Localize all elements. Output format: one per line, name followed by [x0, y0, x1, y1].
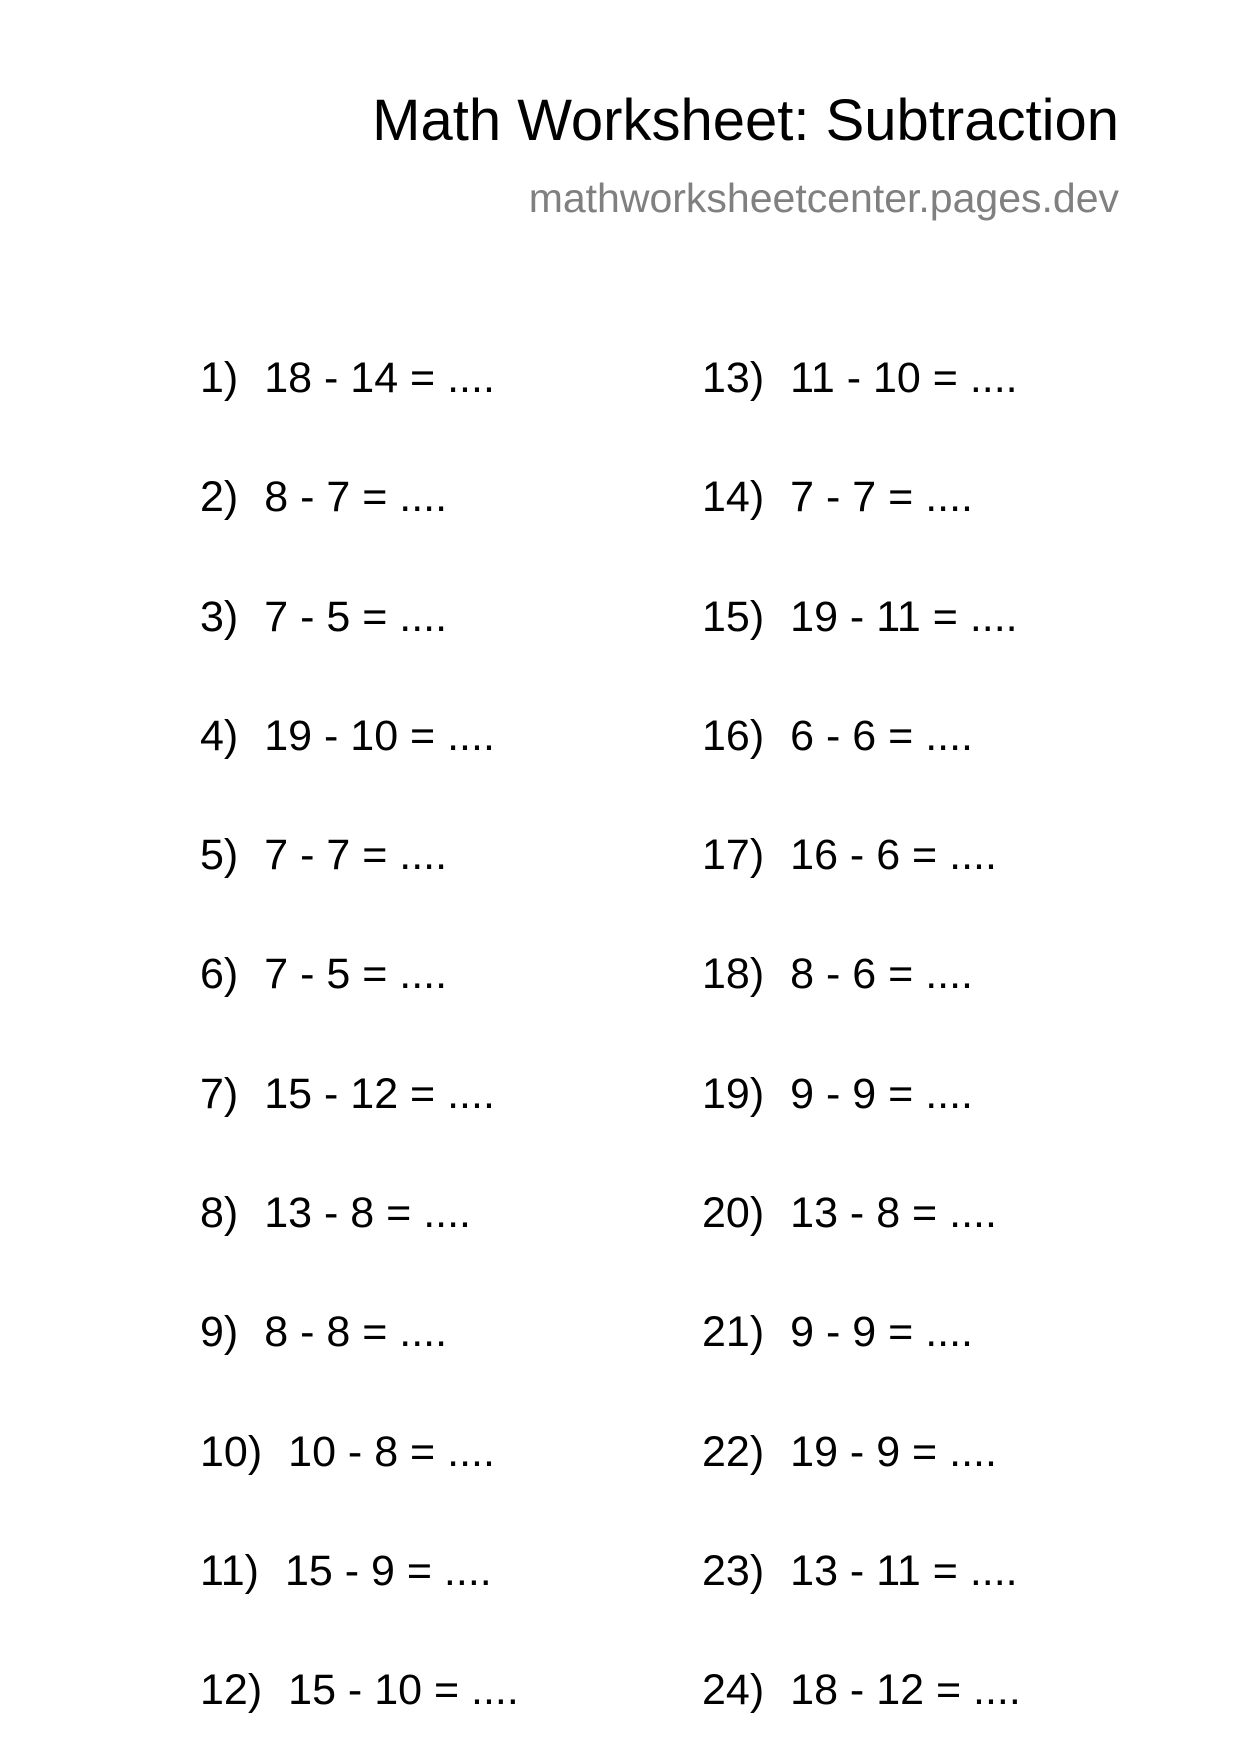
problem-expression: 15 - 12 = ....	[264, 1070, 495, 1118]
problem-number: 23)	[702, 1547, 765, 1595]
problem-expression: 13 - 8 = ....	[790, 1189, 997, 1237]
problem-item	[200, 1428, 495, 1476]
problem-number: 10)	[200, 1428, 263, 1476]
problem-number: 21)	[702, 1308, 765, 1356]
problem-expression: 18 - 14 = ....	[264, 354, 495, 402]
problem-item	[702, 1070, 973, 1118]
problem-item	[702, 1428, 997, 1476]
problem-number: 1)	[200, 354, 239, 402]
problem-item	[200, 712, 495, 760]
problem-expression: 9 - 9 = ....	[790, 1308, 973, 1356]
problem-item	[702, 354, 1018, 402]
problem-number: 3)	[200, 593, 239, 641]
page-title: Math Worksheet: Subtraction	[372, 88, 1119, 153]
problem-expression: 16 - 6 = ....	[790, 831, 997, 879]
problem-number: 5)	[200, 831, 239, 879]
problem-number: 13)	[702, 354, 765, 402]
problem-number: 2)	[200, 473, 239, 521]
problem-number: 22)	[702, 1428, 765, 1476]
problem-expression: 10 - 8 = ....	[288, 1428, 495, 1476]
problem-item	[200, 1189, 471, 1237]
problem-item	[200, 831, 448, 879]
problem-number: 24)	[702, 1666, 765, 1714]
problem-number: 9)	[200, 1308, 239, 1356]
problem-expression: 7 - 7 = ....	[264, 831, 448, 879]
problem-number: 6)	[200, 950, 239, 998]
problem-number: 18)	[702, 950, 765, 998]
problem-number: 20)	[702, 1189, 765, 1237]
problem-expression: 19 - 11 = ....	[790, 593, 1018, 641]
problem-expression: 7 - 5 = ....	[264, 593, 448, 641]
problem-number: 19)	[702, 1070, 765, 1118]
problem-number: 8)	[200, 1189, 239, 1237]
problem-item	[702, 1308, 973, 1356]
problem-expression: 11 - 10 = ....	[790, 354, 1018, 402]
problem-item	[200, 593, 448, 641]
problem-number: 12)	[200, 1666, 263, 1714]
problem-number: 14)	[702, 473, 765, 521]
problem-item	[200, 950, 448, 998]
problem-item	[200, 1666, 519, 1714]
problem-item	[702, 473, 973, 521]
problem-expression: 13 - 8 = ....	[264, 1189, 471, 1237]
problem-expression: 18 - 12 = ....	[790, 1666, 1021, 1714]
problem-number: 16)	[702, 712, 765, 760]
problem-expression: 8 - 8 = ....	[264, 1308, 448, 1356]
problem-number: 7)	[200, 1070, 239, 1118]
problem-number: 15)	[702, 593, 765, 641]
problem-item	[702, 1547, 1018, 1595]
problem-item	[702, 831, 997, 879]
worksheet-header	[372, 88, 1119, 221]
problem-expression: 7 - 5 = ....	[264, 950, 448, 998]
problem-number: 4)	[200, 712, 239, 760]
problem-item	[200, 473, 448, 521]
problem-item	[702, 1189, 997, 1237]
problem-expression: 9 - 9 = ....	[790, 1070, 973, 1118]
problem-item	[702, 593, 1018, 641]
problem-number: 11)	[200, 1547, 259, 1595]
problem-expression: 8 - 6 = ....	[790, 950, 973, 998]
problem-expression: 13 - 11 = ....	[790, 1547, 1018, 1595]
problem-expression: 6 - 6 = ....	[790, 712, 973, 760]
problem-item	[200, 1070, 495, 1118]
problem-item	[702, 1666, 1021, 1714]
problem-expression: 19 - 10 = ....	[264, 712, 495, 760]
problem-expression: 19 - 9 = ....	[790, 1428, 997, 1476]
problem-item	[702, 712, 973, 760]
problem-expression: 7 - 7 = ....	[790, 473, 973, 521]
problem-item	[702, 950, 973, 998]
problem-item	[200, 1308, 448, 1356]
problem-expression: 15 - 9 = ....	[284, 1547, 492, 1595]
problem-item	[200, 354, 495, 402]
problem-number: 17)	[702, 831, 765, 879]
problem-expression: 15 - 10 = ....	[288, 1666, 519, 1714]
problem-item	[200, 1547, 492, 1595]
website-url: mathworksheetcenter.pages.dev	[528, 175, 1119, 221]
problem-expression: 8 - 7 = ....	[264, 473, 448, 521]
